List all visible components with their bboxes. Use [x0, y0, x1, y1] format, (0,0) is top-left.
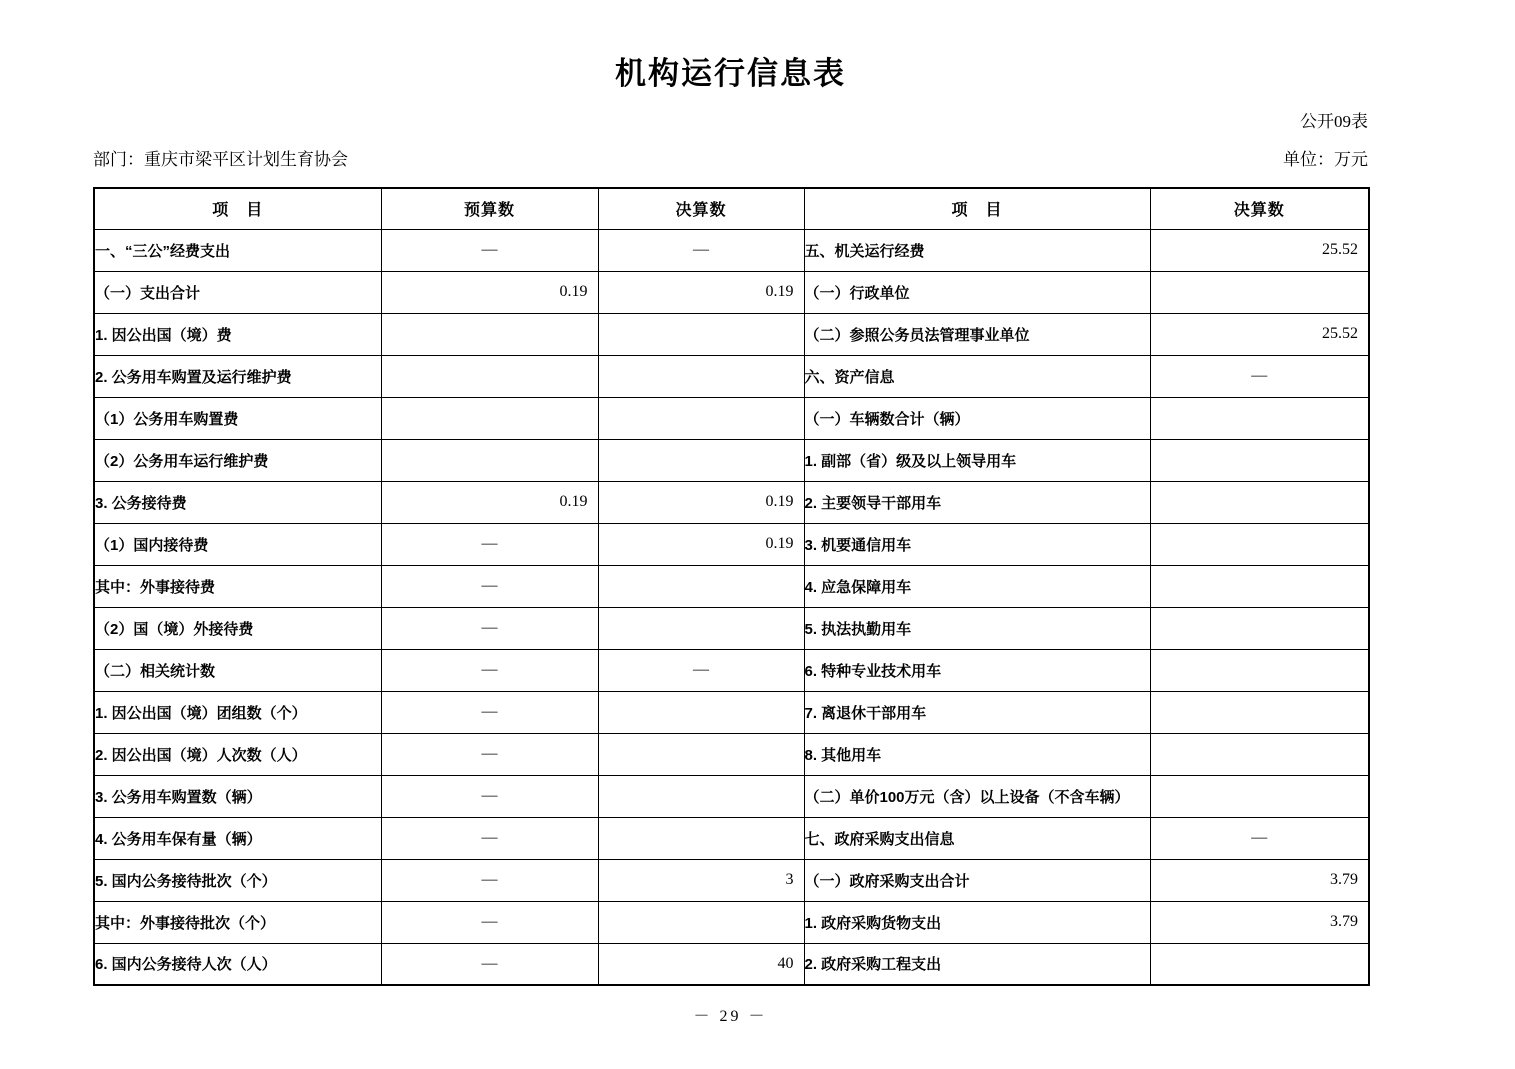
left-final-cell [598, 397, 804, 439]
left-budget-cell: 0.19 [381, 271, 598, 313]
left-item-cell: 5. 国内公务接待批次（个） [94, 859, 381, 901]
left-budget-cell [381, 313, 598, 355]
operation-info-table [93, 187, 1370, 986]
left-budget-cell: — [381, 901, 598, 943]
left-budget-cell: — [381, 859, 598, 901]
table-row [94, 481, 1369, 523]
left-budget-cell [381, 397, 598, 439]
left-final-cell [598, 565, 804, 607]
left-item-cell: 其中：外事接待批次（个） [94, 901, 381, 943]
left-item-cell: 2. 因公出国（境）人次数（人） [94, 733, 381, 775]
right-final-cell [1150, 733, 1369, 775]
table-row [94, 271, 1369, 313]
table-row [94, 817, 1369, 859]
left-item-cell: （二）相关统计数 [94, 649, 381, 691]
right-final-cell [1150, 691, 1369, 733]
left-item-cell: 3. 公务接待费 [94, 481, 381, 523]
table-row [94, 733, 1369, 775]
left-item-cell: 其中：外事接待费 [94, 565, 381, 607]
left-item-cell: 一、“三公”经费支出 [94, 229, 381, 271]
left-final-cell [598, 775, 804, 817]
table-row [94, 313, 1369, 355]
left-final-cell [598, 439, 804, 481]
table-header-row [94, 188, 1369, 229]
left-budget-cell: 0.19 [381, 481, 598, 523]
left-item-cell: （1）公务用车购置费 [94, 397, 381, 439]
table-row [94, 859, 1369, 901]
left-item-cell: （一）支出合计 [94, 271, 381, 313]
table-row [94, 355, 1369, 397]
table-row [94, 229, 1369, 271]
left-final-cell [598, 817, 804, 859]
table-code: 公开09表 [1300, 112, 1368, 131]
left-budget-cell: — [381, 817, 598, 859]
left-final-cell: 0.19 [598, 271, 804, 313]
left-budget-cell: — [381, 523, 598, 565]
left-final-cell: — [598, 649, 804, 691]
right-item-cell: 2. 主要领导干部用车 [804, 481, 1150, 523]
document-page [93, 0, 1368, 1069]
header-budget: 预算数 [381, 188, 598, 229]
page-number: － 29 － [693, 1008, 768, 1025]
left-budget-cell: — [381, 607, 598, 649]
table-row [94, 649, 1369, 691]
right-final-cell: — [1150, 817, 1369, 859]
right-final-cell [1150, 397, 1369, 439]
right-final-cell [1150, 439, 1369, 481]
table-row [94, 439, 1369, 481]
left-final-cell: 3 [598, 859, 804, 901]
right-item-cell: 3. 机要通信用车 [804, 523, 1150, 565]
right-final-cell [1150, 481, 1369, 523]
left-final-cell: — [598, 229, 804, 271]
right-final-cell [1150, 607, 1369, 649]
right-final-cell: 25.52 [1150, 229, 1369, 271]
right-item-cell: （一）车辆数合计（辆） [804, 397, 1150, 439]
left-budget-cell: — [381, 229, 598, 271]
table-row [94, 775, 1369, 817]
table-row [94, 607, 1369, 649]
left-budget-cell: — [381, 691, 598, 733]
right-final-cell [1150, 775, 1369, 817]
left-final-cell [598, 901, 804, 943]
right-item-cell: 7. 离退休干部用车 [804, 691, 1150, 733]
right-final-cell: 3.79 [1150, 859, 1369, 901]
right-item-cell: 七、政府采购支出信息 [804, 817, 1150, 859]
left-final-cell [598, 607, 804, 649]
header-left-final: 决算数 [598, 188, 804, 229]
left-budget-cell: — [381, 565, 598, 607]
right-final-cell: 25.52 [1150, 313, 1369, 355]
left-final-cell [598, 355, 804, 397]
left-final-cell: 0.19 [598, 481, 804, 523]
left-item-cell: 2. 公务用车购置及运行维护费 [94, 355, 381, 397]
page-title: 机构运行信息表 [615, 56, 846, 91]
right-final-cell [1150, 565, 1369, 607]
right-item-cell: （一）行政单位 [804, 271, 1150, 313]
right-item-cell: 8. 其他用车 [804, 733, 1150, 775]
left-final-cell [598, 691, 804, 733]
right-item-cell: （二）单价100万元（含）以上设备（不含车辆） [804, 775, 1150, 817]
right-item-cell: 五、机关运行经费 [804, 229, 1150, 271]
left-budget-cell: — [381, 649, 598, 691]
right-final-cell [1150, 271, 1369, 313]
right-item-cell: 六、资产信息 [804, 355, 1150, 397]
right-final-cell [1150, 649, 1369, 691]
right-item-cell: 6. 特种专业技术用车 [804, 649, 1150, 691]
table-row [94, 565, 1369, 607]
left-final-cell [598, 733, 804, 775]
header-left-item: 项 目 [94, 188, 381, 229]
right-item-cell: 2. 政府采购工程支出 [804, 943, 1150, 985]
table-row [94, 691, 1369, 733]
left-final-cell: 40 [598, 943, 804, 985]
left-budget-cell: — [381, 943, 598, 985]
right-final-cell: 3.79 [1150, 901, 1369, 943]
left-item-cell: （1）国内接待费 [94, 523, 381, 565]
header-right-final: 决算数 [1150, 188, 1369, 229]
left-item-cell: 4. 公务用车保有量（辆） [94, 817, 381, 859]
left-budget-cell: — [381, 733, 598, 775]
meta-line [93, 145, 1368, 170]
right-item-cell: 1. 政府采购货物支出 [804, 901, 1150, 943]
header-right-item: 项 目 [804, 188, 1150, 229]
right-item-cell: （一）政府采购支出合计 [804, 859, 1150, 901]
left-item-cell: 6. 国内公务接待人次（人） [94, 943, 381, 985]
left-final-cell [598, 313, 804, 355]
right-final-cell [1150, 943, 1369, 985]
left-item-cell: （2）公务用车运行维护费 [94, 439, 381, 481]
department-label: 部门：重庆市梁平区计划生育协会 [93, 150, 348, 169]
left-budget-cell [381, 439, 598, 481]
unit-label: 单位：万元 [1283, 150, 1368, 169]
left-budget-cell [381, 355, 598, 397]
table-row [94, 943, 1369, 985]
right-item-cell: 5. 执法执勤用车 [804, 607, 1150, 649]
left-item-cell: 1. 因公出国（境）团组数（个） [94, 691, 381, 733]
right-item-cell: （二）参照公务员法管理事业单位 [804, 313, 1150, 355]
left-budget-cell: — [381, 775, 598, 817]
table-row [94, 901, 1369, 943]
left-item-cell: 1. 因公出国（境）费 [94, 313, 381, 355]
right-item-cell: 1. 副部（省）级及以上领导用车 [804, 439, 1150, 481]
right-final-cell [1150, 523, 1369, 565]
left-item-cell: 3. 公务用车购置数（辆） [94, 775, 381, 817]
table-row [94, 523, 1369, 565]
left-item-cell: （2）国（境）外接待费 [94, 607, 381, 649]
table-row [94, 397, 1369, 439]
left-final-cell: 0.19 [598, 523, 804, 565]
right-final-cell: — [1150, 355, 1369, 397]
right-item-cell: 4. 应急保障用车 [804, 565, 1150, 607]
